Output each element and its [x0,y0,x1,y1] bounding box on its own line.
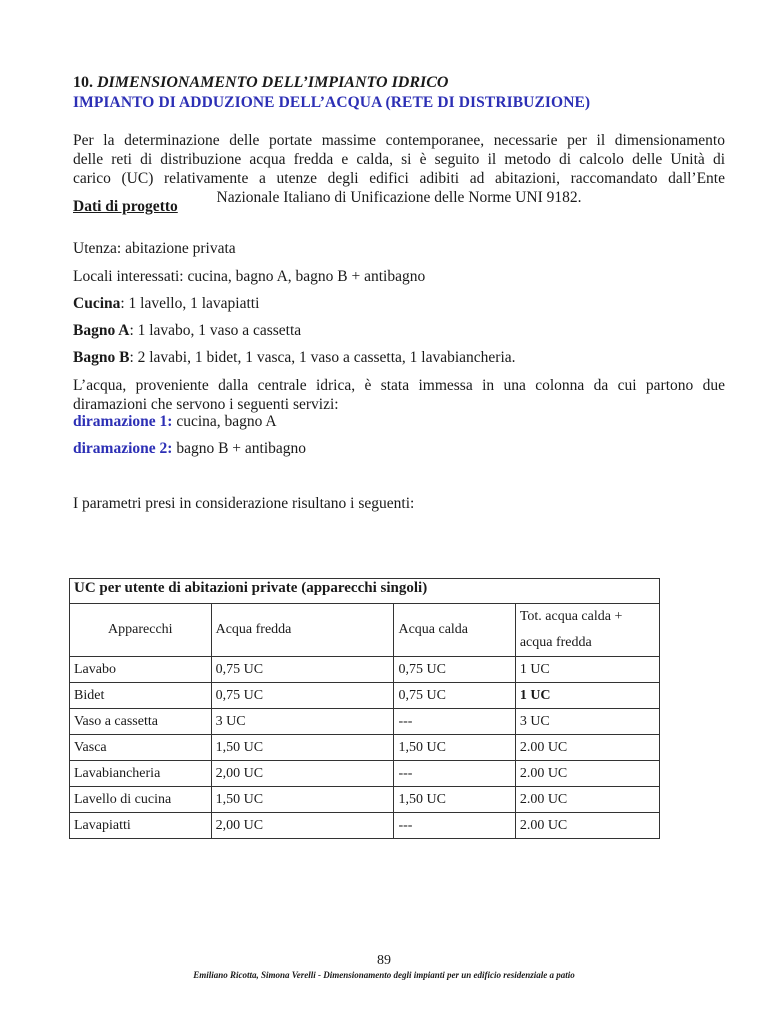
table-row [70,735,660,761]
table-row [70,657,660,683]
cell-totale: 2.00 UC [515,787,659,813]
subsection-heading: IMPIANTO DI ADDUZIONE DELL’ACQUA (RETE DI DISTRIBUZIONE) [73,94,591,111]
table-title: UC per utente di abitazioni private (apparecchi singoli) [70,579,660,604]
cucina-text: : 1 lavello, 1 lavapiatti [120,295,260,312]
cell-acqua-calda: --- [394,709,515,735]
header-totale-line-1: Tot. acqua calda + [519,609,623,624]
cell-acqua-fredda: 0,75 UC [211,683,394,709]
cell-acqua-fredda: 3 UC [211,709,394,735]
cucina-line [73,295,259,313]
cell-acqua-calda: 1,50 UC [394,787,515,813]
bagno-b-label: Bagno B [73,349,130,366]
diramazione-1-line [73,413,277,431]
cell-totale: 2.00 UC [515,735,659,761]
header-totale [515,604,659,657]
intro-paragraph [73,131,725,207]
cell-totale: 1 UC [515,683,659,709]
dati-di-progetto-heading: Dati di progetto [73,198,178,215]
intro-line: Nazionale Italiano di Unificazione delle Norme UNI 9182. [216,189,582,206]
diramazione-2-line [73,440,306,458]
table-row [70,709,660,735]
page-footer: Emiliano Ricotta, Simona Verelli - Dimensionamento degli impianti per un edificio residenziale a patio [193,970,575,980]
diramazione-1-text: cucina, bagno A [172,413,277,430]
table-header-row [70,604,660,657]
cell-acqua-calda: --- [394,761,515,787]
cell-acqua-calda: 0,75 UC [394,683,515,709]
table-row [70,787,660,813]
cell-acqua-fredda: 2,00 UC [211,813,394,839]
acqua-line: L’acqua, proveniente dalla centrale idrica, è stata immessa in una colonna da cui partono due [73,377,725,394]
cell-apparecchio: Lavello di cucina [70,787,212,813]
locali-line: Locali interessati: cucina, bagno A, bagno B + antibagno [73,268,426,285]
intro-line: carico (UC) relativamente a utenze degli edifici adibiti ad abitazioni, raccomandato dall’Ente [73,170,725,187]
page-number: 89 [377,953,391,968]
uc-table [69,578,660,839]
utenza-line: Utenza: abitazione privata [73,240,236,257]
cell-apparecchio: Lavapiatti [70,813,212,839]
bagno-b-text: : 2 lavabi, 1 bidet, 1 vasca, 1 vaso a cassetta, 1 lavabiancheria. [129,349,516,366]
bagno-a-text: : 1 lavabo, 1 vaso a cassetta [129,322,302,339]
header-apparecchi: Apparecchi [70,604,212,657]
bagno-a-line [73,322,301,340]
header-acqua-calda: Acqua calda [394,604,515,657]
parametri-line: I parametri presi in considerazione risultano i seguenti: [73,495,415,512]
table-row [70,683,660,709]
cell-apparecchio: Bidet [70,683,212,709]
cell-acqua-calda: --- [394,813,515,839]
cell-apparecchio: Vasca [70,735,212,761]
cell-totale: 2.00 UC [515,813,659,839]
cell-totale: 3 UC [515,709,659,735]
bagno-a-label: Bagno A [73,322,130,339]
header-totale-line-2: acqua fredda [519,635,592,650]
table-row [70,813,660,839]
bagno-b-line [73,349,516,367]
section-heading [73,74,448,92]
diramazione-2-label: diramazione 2: [73,440,173,457]
cell-totale: 1 UC [515,657,659,683]
cell-apparecchio: Vaso a cassetta [70,709,212,735]
cell-acqua-fredda: 0,75 UC [211,657,394,683]
cell-totale: 2.00 UC [515,761,659,787]
intro-line: delle reti di distribuzione acqua fredda e calda, si è seguito il metodo di calcolo delle Unità di [73,151,725,168]
cell-acqua-calda: 1,50 UC [394,735,515,761]
diramazione-2-text: bagno B + antibagno [172,440,307,457]
table-row [70,761,660,787]
cell-acqua-fredda: 2,00 UC [211,761,394,787]
section-number: 10. [73,74,93,91]
intro-line: Per la determinazione delle portate massime contemporanee, necessarie per il dimensionamento [73,132,725,149]
cell-acqua-fredda: 1,50 UC [211,787,394,813]
acqua-line: diramazioni che servono i seguenti servizi: [73,396,339,413]
header-acqua-fredda: Acqua fredda [211,604,394,657]
cell-apparecchio: Lavabo [70,657,212,683]
section-title: DIMENSIONAMENTO DELL’IMPIANTO IDRICO [97,74,449,91]
cucina-label: Cucina [73,295,121,312]
diramazione-1-label: diramazione 1: [73,413,173,430]
table-title-row [70,579,660,604]
cell-acqua-calda: 0,75 UC [394,657,515,683]
cell-apparecchio: Lavabiancheria [70,761,212,787]
cell-acqua-fredda: 1,50 UC [211,735,394,761]
acqua-paragraph [73,376,725,414]
